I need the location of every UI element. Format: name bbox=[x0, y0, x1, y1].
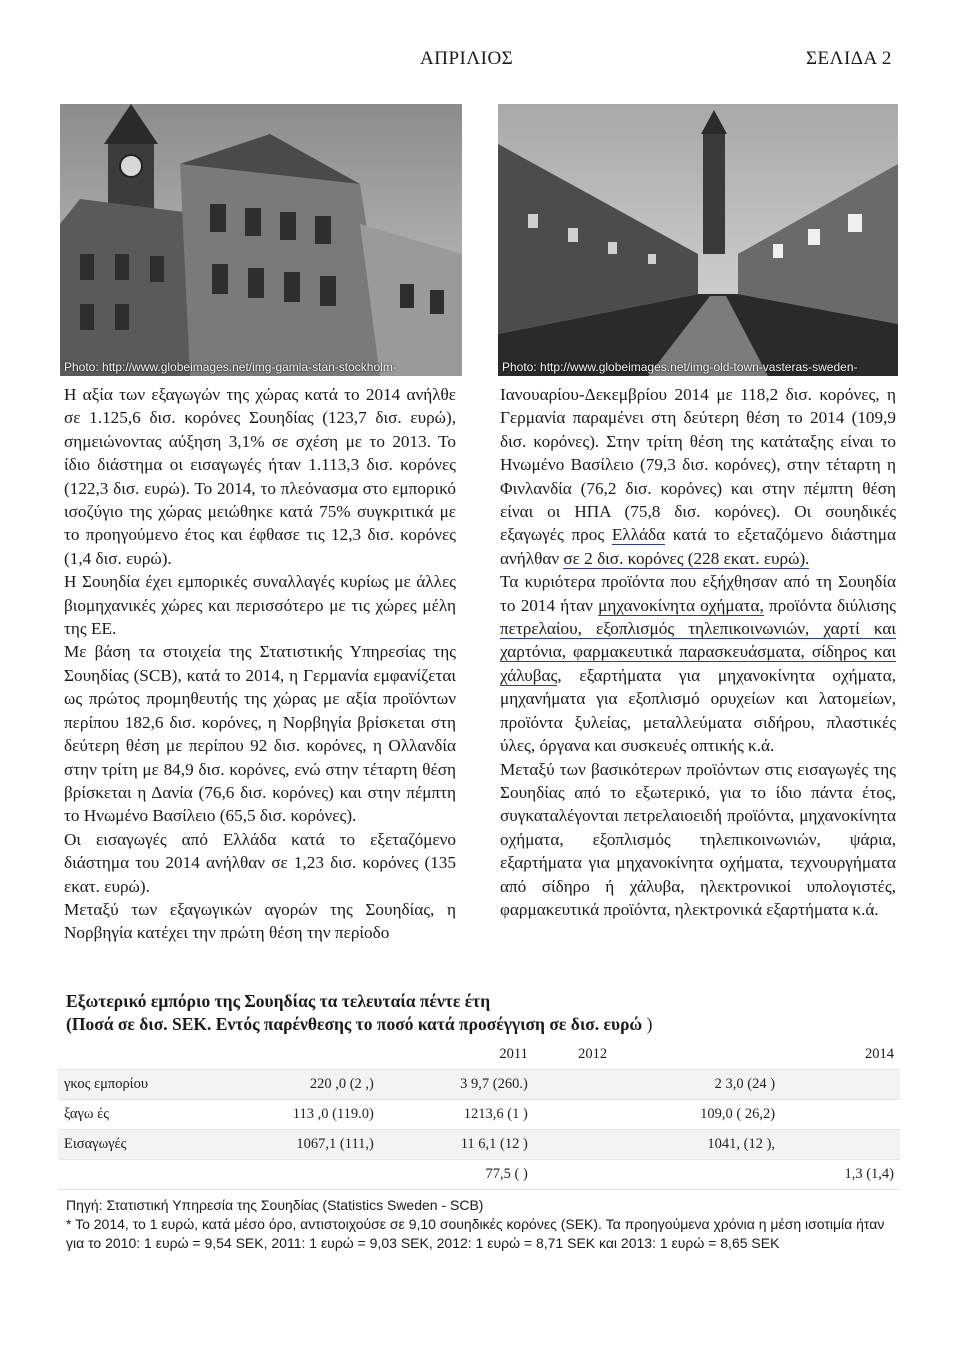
exchange-rate-note: * Το 2014, το 1 ευρώ, κατά μέσο όρο, αντιστοιχούσε σε 9,10 σουηδικές κορόνες (SEK). Τα προηγούμενα χρόνια η μέση ισοτιμία ήταν για το 2010: 1 ευρώ = 9,54 SEK, 2011: 1 ευρώ = 9,03 SEK, 2012: 1 ευρώ = 8,71 SEK και 2013: 1 ευρώ = 8,65 SEK bbox=[66, 1216, 885, 1251]
article-left-column bbox=[64, 383, 456, 945]
table-row: ξαγω ές 113 ,0 (119.0) 1213,6 (1 ) 109,0 ( 26,2) bbox=[58, 1100, 900, 1130]
photo-right-caption: Photo: http://www.globeimages.net/img-old-town-vasteras-sweden- bbox=[502, 360, 858, 374]
paragraph-imports-from-greece: Οι εισαγωγές από Ελλάδα κατά το εξεταζόμενο διάστημα του 2014 ανήλθαν σε 1,23 δισ. κορόνες (135 εκατ. ευρώ). bbox=[64, 829, 456, 896]
paragraph-suppliers: Με βάση τα στοιχεία της Στατιστικής Υπηρεσίας της Σουηδίας (SCB), κατά το 2014, η Γερμανία εμφανίζεται ως πρώτος προμηθευτής της χώρας με αξία προϊόντων περίπου 182,6 δισ. κορόνες, η Νορβηγία βρίσκεται στη δεύτερη θέση με περίπου 92 δισ. κορόνες, η Ολλανδία στην τρίτη με 84,9 δισ. κορόνες, ενώ στην τέταρτη θέση βρίσκεται η Δανία (76,6 δισ. κορόνες) και στην πέμπτη το Ηνωμένο Βασίλειο (65,5 δισ. κορόνες). bbox=[64, 642, 456, 826]
paragraph-export-markets: Μεταξύ των εξαγωγικών αγορών της Σουηδίας, η Νορβηγία κατέχει την πρώτη θέση την περίοδο bbox=[64, 899, 456, 943]
table-source: Πηγή: Στατιστική Υπηρεσία της Σουηδίας (Statistics Sweden - SCB) bbox=[66, 1197, 484, 1213]
paragraph-main-export-products: Τα κυριότερα προϊόντα που εξήχθησαν από τη Σουηδία το 2014 ήταν μηχανοκίνητα οχήματα, προϊόντα διύλισης πετρελαίου, εξοπλισμός τηλεπικοινωνιών, χαρτί και χαρτόνια, φαρμακευτικά παρασκευάσματα, σίδηρος και χάλυβας, εξαρτήματα για μηχανοκίνητα οχήματα, μηχανήματα για εξοπλισμό ορυχείων και λατομείων, προϊόντα ξυλείας, μεταλλεύματα σιδήρου, πλαστικές ύλες, όργανα και συσκευές οπτικής κ.ά. bbox=[500, 572, 896, 756]
table-row: Εισαγωγές 1067,1 (111,) 11 6,1 (12 ) 1041, (12 ), bbox=[58, 1130, 900, 1160]
column-header-2012: 2012 bbox=[534, 1040, 613, 1070]
foreign-trade-table bbox=[58, 1040, 900, 1190]
paragraph-export-destinations: Ιανουαρίου-Δεκεμβρίου 2014 με 118,2 δισ. κορόνες, η Γερμανία παραμένει στη δεύτερη θέση το 2014 (109,9 δισ. κορόνες). Στην τρίτη θέση της κατάταξης είναι το Ηνωμένο Βασίλειο (79,3 δισ. κορόνες), στην τέταρτη η Φινλανδία (76,2 δισ. κορόνες) και στην πέμπτη θέση είναι οι ΗΠΑ (75,8 δισ. κορόνες). Οι σουηδικές εξαγωγές προς Ελλάδα κατά το εξεταζόμενο διάστημα ανήλθαν σε 2 δισ. κορόνες (228 εκατ. ευρώ). bbox=[500, 385, 896, 568]
paragraph-exports-overview: Η αξία των εξαγωγών της χώρας κατά το 2014 ανήλθε σε 1.125,6 δισ. κορόνες Σουηδίας (123,7 δισ. ευρώ), σημειώνοντας αύξηση 3,1% σε σχέση με το 2013. Το ίδιο διάστημα οι εισαγωγές ήταν 1.113,3 δισ. κορόνες (122,3 δισ. ευρώ). Το 2014, το πλεόνασμα στο εμπορικό ισοζύγιο της χώρας μειώθηκε κατά 75% συγκριτικά με το προηγούμενο έτος και έφθασε τις 12,3 δισ. κορόνες (1,4 δισ. ευρώ). bbox=[64, 385, 456, 568]
paragraph-main-import-products: Μεταξύ των βασικότερων προϊόντων στις εισαγωγές της Σουηδίας από το εξωτερικό, για το ίδιο πάντα έτος, συγκαταλέγονται πετρελαιοειδή προϊόντα, μηχανοκίνητα οχήματα, εξοπλισμός τηλεπικοινωνιών, ψάρια, εξαρτήματα για μηχανοκίνητα οχήματα, τεχνουργήματα από σίδηρο ή χάλυβα, ηλεκτρονικοί υπολογιστές, φαρμακευτικά προϊόντα, ηλεκτρονικά εξαρτήματα κ.ά. bbox=[500, 759, 896, 919]
column-header-2014: 2014 bbox=[781, 1040, 900, 1070]
header-page-number: ΣΕΛΙΔΑ 2 bbox=[806, 48, 892, 69]
table-row: 77,5 ( ) 1,3 (1,4) bbox=[58, 1160, 900, 1190]
photo-left-caption: Photo: http://www.globeimages.net/img-gamla-stan-stockholm- bbox=[64, 360, 397, 374]
article-right-column bbox=[500, 383, 896, 921]
photo-stockholm-old-town bbox=[60, 104, 462, 376]
table-row: γκος εμπορίου 220 ,0 (2 ,) 3 9,7 (260.) 2 3,0 (24 ) bbox=[58, 1070, 900, 1100]
header-month: ΑΠΡΙΛΙΟΣ bbox=[420, 48, 514, 69]
paragraph-trade-partners: Η Σουηδία έχει εμπορικές συναλλαγές κυρίως με άλλες βιομηχανικές χώρες και περισσότερο με τις χώρες μέλη της ΕΕ. bbox=[64, 572, 456, 639]
column-header-2011: 2011 bbox=[380, 1040, 534, 1070]
table-title: Εξωτερικό εμπόριο της Σουηδίας τα τελευταία πέντε έτη (Ποσά σε δισ. SEK. Εντός παρένθεσης το ποσό κατά προσέγγιση σε δισ. ευρώ ) bbox=[66, 991, 653, 1034]
photo-vasteras-canal bbox=[498, 104, 898, 376]
table-header-row bbox=[58, 1040, 900, 1070]
